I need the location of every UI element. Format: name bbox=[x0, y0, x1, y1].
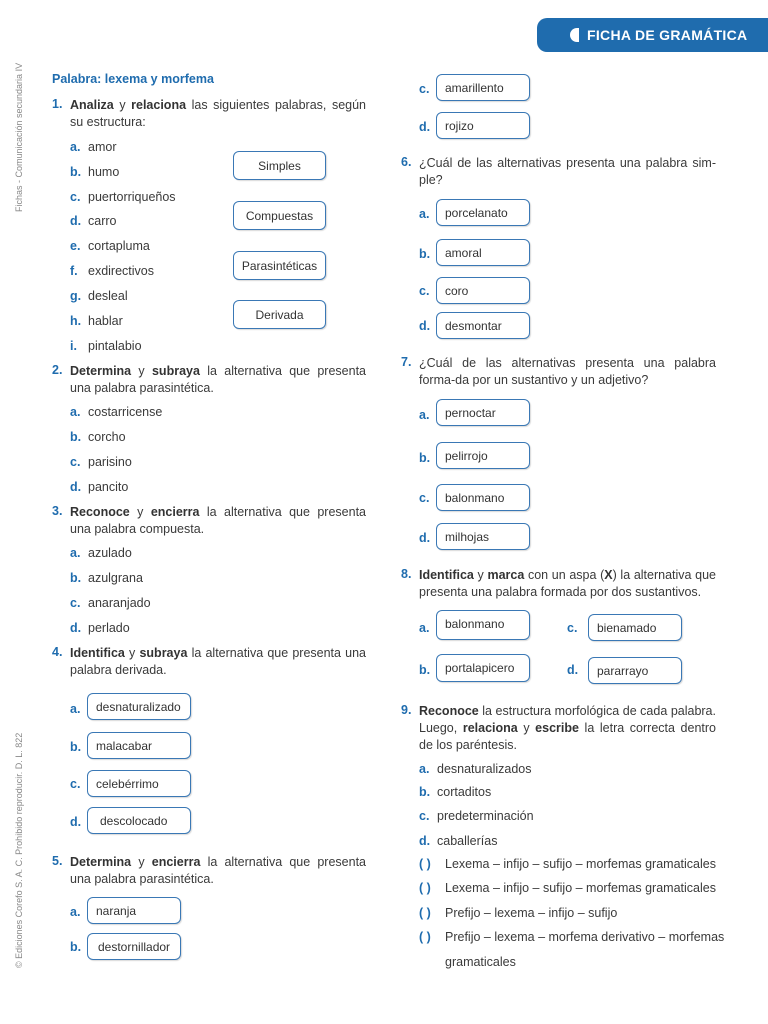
option-letter: c. bbox=[70, 777, 81, 791]
option-letter: b. bbox=[70, 740, 82, 754]
option: b. cortaditos bbox=[419, 785, 492, 799]
copyright-caption: © Ediciones Corefo S. A. C. Prohibido reproducir. D. L. 822 bbox=[14, 732, 24, 968]
question-number: 5. bbox=[52, 854, 63, 868]
answer-line[interactable]: ( ) Lexema – infijo – sufijo – morfemas gramaticales bbox=[419, 857, 716, 871]
category-box[interactable]: Derivada bbox=[233, 300, 326, 329]
option[interactable]: a. amor bbox=[70, 140, 117, 154]
question-2-text: Determina y subraya la alternativa que presenta una palabra parasintética. bbox=[70, 364, 367, 395]
option-box[interactable]: balonmano bbox=[436, 610, 530, 640]
question-number: 7. bbox=[401, 355, 412, 369]
option[interactable]: d. pancito bbox=[70, 480, 129, 494]
option-box[interactable]: balonmano bbox=[436, 484, 530, 511]
option-box[interactable]: malacabar bbox=[87, 732, 191, 759]
answer-line[interactable]: ( ) Prefijo – lexema – morfema derivativo – morfemas bbox=[419, 930, 725, 944]
option-letter: b. bbox=[419, 451, 431, 465]
section-title: Palabra: lexema y morfema bbox=[52, 72, 214, 86]
option[interactable]: b. humo bbox=[70, 165, 120, 179]
question-1-text: Analiza y relaciona las siguientes palabras, según su estructura: bbox=[70, 98, 367, 129]
option[interactable]: d. carro bbox=[70, 214, 117, 228]
option: c. predeterminación bbox=[419, 809, 534, 823]
question-6-text: ¿Cuál de las alternativas presenta una palabra sim-ple? bbox=[419, 156, 716, 187]
option[interactable]: e. cortapluma bbox=[70, 239, 150, 253]
option-letter: d. bbox=[419, 120, 431, 134]
option[interactable]: h. hablar bbox=[70, 314, 123, 328]
side-caption: Fichas - Comunicación secundaria IV bbox=[14, 62, 24, 212]
option-box[interactable]: porcelanato bbox=[436, 199, 530, 226]
option-box[interactable]: pelirrojo bbox=[436, 442, 530, 469]
option-letter: d. bbox=[419, 319, 431, 333]
option[interactable]: b. corcho bbox=[70, 430, 126, 444]
option[interactable]: i. pintalabio bbox=[70, 339, 142, 353]
option-letter: b. bbox=[419, 247, 431, 261]
option-letter: a. bbox=[70, 905, 81, 919]
question-number: 3. bbox=[52, 504, 63, 518]
half-circle-icon bbox=[570, 28, 579, 42]
answer-line-continuation: gramaticales bbox=[445, 955, 516, 969]
question-5-text: Determina y encierra la alternativa que presenta una palabra parasintética. bbox=[70, 855, 367, 886]
option-box[interactable]: rojizo bbox=[436, 112, 530, 139]
option-box[interactable]: bienamado bbox=[588, 614, 682, 641]
question-7-text: ¿Cuál de las alternativas presenta una palabra forma-da por un sustantivo y un adjetivo? bbox=[419, 356, 716, 387]
option[interactable]: a. azulado bbox=[70, 546, 132, 560]
option-letter: b. bbox=[70, 940, 82, 954]
option-box[interactable]: milhojas bbox=[436, 523, 530, 550]
answer-line[interactable]: ( ) Lexema – infijo – sufijo – morfemas gramaticales bbox=[419, 881, 716, 895]
option-letter: c. bbox=[419, 82, 430, 96]
option-letter: a. bbox=[419, 207, 430, 221]
option-box[interactable]: desnaturalizado bbox=[87, 693, 191, 720]
option-box[interactable]: pernoctar bbox=[436, 399, 530, 426]
option-letter: a. bbox=[419, 408, 430, 422]
page-title: FICHA DE GRAMÁTICA bbox=[587, 27, 748, 43]
option-box[interactable]: amoral bbox=[436, 239, 530, 266]
option-letter: c. bbox=[419, 491, 430, 505]
option[interactable]: b. azulgrana bbox=[70, 571, 143, 585]
option-letter: a. bbox=[419, 621, 430, 635]
option[interactable]: c. puertorriqueños bbox=[70, 190, 176, 204]
option-box[interactable]: amarillento bbox=[436, 74, 530, 101]
header-tab bbox=[537, 18, 768, 52]
option-box[interactable]: naranja bbox=[87, 897, 181, 924]
category-box[interactable]: Parasintéticas bbox=[233, 251, 326, 280]
option[interactable]: c. anaranjado bbox=[70, 596, 151, 610]
question-number: 6. bbox=[401, 155, 412, 169]
option-letter: d. bbox=[419, 531, 431, 545]
option-box[interactable]: destornillador bbox=[87, 933, 181, 960]
question-number: 9. bbox=[401, 703, 412, 717]
option-box[interactable]: descolocado bbox=[87, 807, 191, 834]
option-letter: c. bbox=[419, 284, 430, 298]
question-number: 1. bbox=[52, 97, 63, 111]
question-number: 2. bbox=[52, 363, 63, 377]
question-3-text: Reconoce y encierra la alternativa que presenta una palabra compuesta. bbox=[70, 505, 366, 536]
category-box[interactable]: Compuestas bbox=[233, 201, 326, 230]
option-box[interactable]: desmontar bbox=[436, 312, 530, 339]
option-letter: c. bbox=[567, 621, 578, 635]
question-8-text: Identifica y marca con un aspa (X) la alternativa que presenta una palabra formada por dos sustantivos. bbox=[419, 568, 717, 599]
option[interactable]: c. parisino bbox=[70, 455, 132, 469]
answer-line[interactable]: ( ) Prefijo – lexema – infijo – sufijo bbox=[419, 906, 618, 920]
question-number: 4. bbox=[52, 645, 63, 659]
question-4-text: Identifica y subraya la alternativa que presenta una palabra derivada. bbox=[70, 646, 367, 677]
option-box[interactable]: portalapicero bbox=[436, 654, 530, 682]
option-letter: a. bbox=[70, 702, 81, 716]
option[interactable]: g. desleal bbox=[70, 289, 128, 303]
option-letter: d. bbox=[70, 815, 82, 829]
option[interactable]: d. perlado bbox=[70, 621, 130, 635]
option[interactable]: a. costarricense bbox=[70, 405, 163, 419]
option-box[interactable]: coro bbox=[436, 277, 530, 304]
question-9-text: Reconoce la estructura morfológica de cada palabra. Luego, relaciona y escribe la letra correcta dentro de los paréntesis. bbox=[419, 704, 716, 752]
category-box[interactable]: Simples bbox=[233, 151, 326, 180]
option-box[interactable]: celebérrimo bbox=[87, 770, 191, 797]
question-number: 8. bbox=[401, 567, 412, 581]
option-letter: b. bbox=[419, 663, 431, 677]
option: d. caballerías bbox=[419, 834, 498, 848]
option-letter: d. bbox=[567, 663, 579, 677]
option: a. desnaturalizados bbox=[419, 762, 532, 776]
option[interactable]: f. exdirectivos bbox=[70, 264, 154, 278]
option-box[interactable]: pararrayo bbox=[588, 657, 682, 684]
